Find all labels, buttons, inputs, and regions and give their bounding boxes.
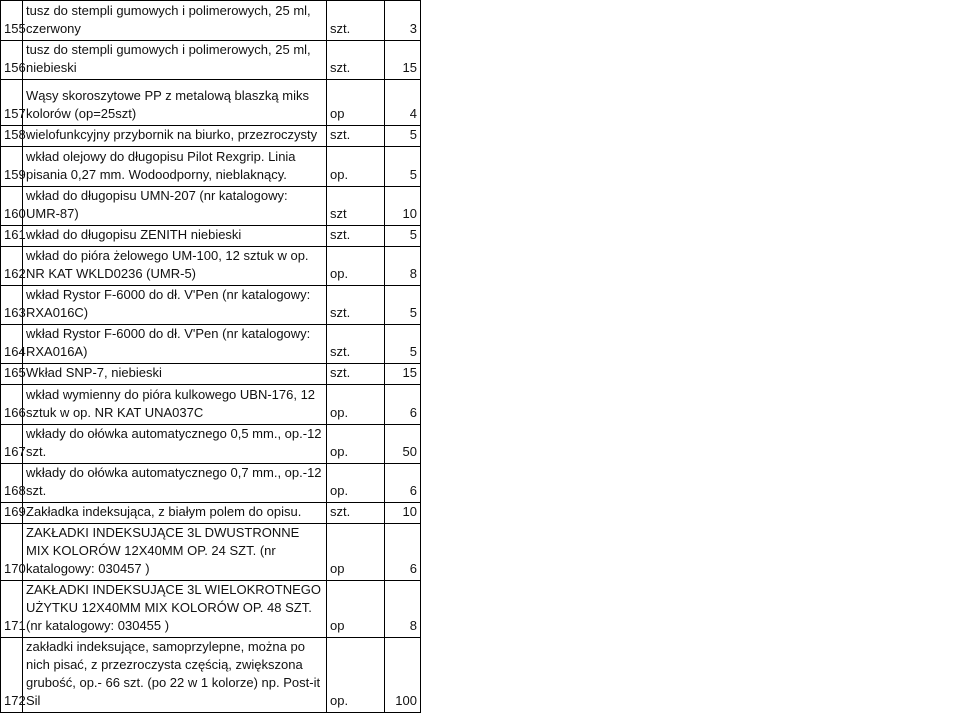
table-row	[1, 364, 960, 385]
row-number: 162	[1, 247, 23, 286]
empty-cell	[421, 286, 960, 325]
item-unit: szt.	[327, 503, 385, 524]
item-unit: op	[327, 80, 385, 126]
item-quantity: 50	[385, 425, 421, 464]
empty-cell	[421, 425, 960, 464]
table-row	[1, 1, 960, 41]
row-number: 159	[1, 147, 23, 187]
item-unit: op.	[327, 425, 385, 464]
empty-cell	[421, 364, 960, 385]
empty-cell	[421, 187, 960, 226]
table-row	[1, 425, 960, 464]
row-number: 158	[1, 126, 23, 147]
product-table-body	[1, 1, 960, 713]
table-row	[1, 247, 960, 286]
item-description: wkład olejowy do długopisu Pilot Rexgrip. Linia pisania 0,27 mm. Wodoodporny, nieblaknący.	[23, 147, 327, 187]
empty-cell	[421, 247, 960, 286]
row-number: 161	[1, 226, 23, 247]
item-quantity: 8	[385, 247, 421, 286]
item-description: wkłady do ołówka automatycznego 0,7 mm., op.-12 szt.	[23, 464, 327, 503]
item-description: tusz do stempli gumowych i polimerowych, 25 ml, czerwony	[23, 1, 327, 41]
empty-cell	[421, 581, 960, 638]
row-number: 170	[1, 524, 23, 581]
table-row	[1, 385, 960, 425]
empty-cell	[421, 41, 960, 80]
item-description: zakładki indeksujące, samoprzylepne, można po nich pisać, z przezroczysta częścią, zwiększona grubość, op.- 66 szt. (po 22 w 1 kolorze) np. Post-it Sil	[23, 638, 327, 713]
item-description: ZAKŁADKI INDEKSUJĄCE 3L DWUSTRONNE MIX KOLORÓW 12X40MM OP. 24 SZT. (nr katalogowy: 030457 )	[23, 524, 327, 581]
item-unit: op.	[327, 385, 385, 425]
row-number: 160	[1, 187, 23, 226]
empty-cell	[421, 325, 960, 364]
row-number: 169	[1, 503, 23, 524]
table-row	[1, 187, 960, 226]
table-row	[1, 325, 960, 364]
item-unit: szt.	[327, 325, 385, 364]
item-quantity: 5	[385, 147, 421, 187]
item-description: tusz do stempli gumowych i polimerowych, 25 ml, niebieski	[23, 41, 327, 80]
row-number: 163	[1, 286, 23, 325]
table-row	[1, 226, 960, 247]
item-description: wkład do długopisu UMN-207 (nr katalogowy: UMR-87)	[23, 187, 327, 226]
empty-cell	[421, 524, 960, 581]
item-unit: szt.	[327, 126, 385, 147]
item-unit: szt.	[327, 286, 385, 325]
item-quantity: 5	[385, 126, 421, 147]
item-description: wkład Rystor F-6000 do dł. V'Pen (nr katalogowy: RXA016A)	[23, 325, 327, 364]
table-row	[1, 80, 960, 126]
empty-cell	[421, 80, 960, 126]
empty-cell	[421, 226, 960, 247]
item-unit: szt.	[327, 1, 385, 41]
item-quantity: 6	[385, 464, 421, 503]
empty-cell	[421, 147, 960, 187]
item-quantity: 10	[385, 187, 421, 226]
empty-cell	[421, 464, 960, 503]
item-unit: op	[327, 524, 385, 581]
item-quantity: 6	[385, 385, 421, 425]
table-row	[1, 464, 960, 503]
item-description: wkład wymienny do pióra kulkowego UBN-176, 12 sztuk w op. NR KAT UNA037C	[23, 385, 327, 425]
item-description: wkład do długopisu ZENITH niebieski	[23, 226, 327, 247]
row-number: 164	[1, 325, 23, 364]
item-unit: op.	[327, 147, 385, 187]
row-number: 166	[1, 385, 23, 425]
item-quantity: 8	[385, 581, 421, 638]
row-number: 155	[1, 1, 23, 41]
row-number: 168	[1, 464, 23, 503]
item-description: wielofunkcyjny przybornik na biurko, przezroczysty	[23, 126, 327, 147]
item-description: Zakładka indeksująca, z białym polem do opisu.	[23, 503, 327, 524]
item-description: wkład Rystor F-6000 do dł. V'Pen (nr katalogowy: RXA016C)	[23, 286, 327, 325]
row-number: 156	[1, 41, 23, 80]
item-quantity: 5	[385, 286, 421, 325]
item-unit: op.	[327, 464, 385, 503]
table-row	[1, 524, 960, 581]
row-number: 165	[1, 364, 23, 385]
row-number: 157	[1, 80, 23, 126]
item-description: wkład do pióra żelowego UM-100, 12 sztuk w op. NR KAT WKLD0236 (UMR-5)	[23, 247, 327, 286]
item-unit: op.	[327, 247, 385, 286]
table-row	[1, 286, 960, 325]
item-description: wkłady do ołówka automatycznego 0,5 mm., op.-12 szt.	[23, 425, 327, 464]
row-number: 171	[1, 581, 23, 638]
table-row	[1, 503, 960, 524]
item-description: ZAKŁADKI INDEKSUJĄCE 3L WIELOKROTNEGO UŻYTKU 12X40MM MIX KOLORÓW OP. 48 SZT. (nr katalogowy: 030455 )	[23, 581, 327, 638]
item-unit: szt	[327, 187, 385, 226]
item-unit: szt.	[327, 41, 385, 80]
table-row	[1, 581, 960, 638]
item-quantity: 4	[385, 80, 421, 126]
item-quantity: 100	[385, 638, 421, 713]
item-description: Wkład SNP-7, niebieski	[23, 364, 327, 385]
table-row	[1, 147, 960, 187]
empty-cell	[421, 638, 960, 713]
item-quantity: 5	[385, 325, 421, 364]
item-quantity: 15	[385, 364, 421, 385]
item-unit: szt.	[327, 364, 385, 385]
empty-cell	[421, 1, 960, 41]
item-quantity: 15	[385, 41, 421, 80]
item-quantity: 6	[385, 524, 421, 581]
table-row	[1, 126, 960, 147]
table-row	[1, 638, 960, 713]
row-number: 172	[1, 638, 23, 713]
row-number: 167	[1, 425, 23, 464]
item-unit: op	[327, 581, 385, 638]
table-row	[1, 41, 960, 80]
empty-cell	[421, 385, 960, 425]
item-quantity: 3	[385, 1, 421, 41]
item-description: Wąsy skoroszytowe PP z metalową blaszką miks kolorów (op=25szt)	[23, 80, 327, 126]
empty-cell	[421, 503, 960, 524]
item-quantity: 10	[385, 503, 421, 524]
item-quantity: 5	[385, 226, 421, 247]
item-unit: op.	[327, 638, 385, 713]
empty-cell	[421, 126, 960, 147]
item-unit: szt.	[327, 226, 385, 247]
